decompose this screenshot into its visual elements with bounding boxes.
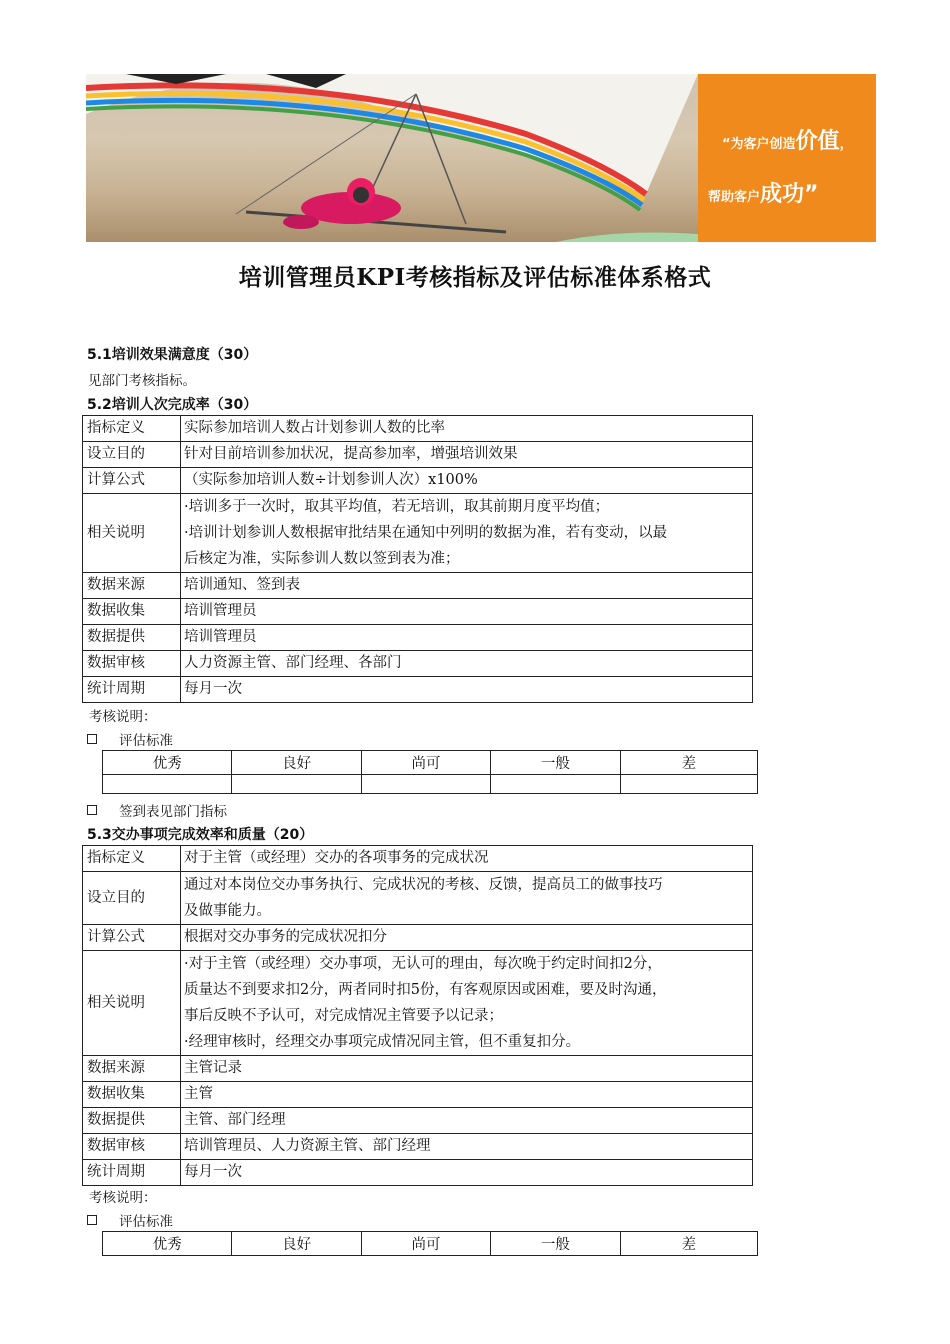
kpi-value-line: 每月一次 xyxy=(184,681,242,697)
eval-standard-line: 评估标准 xyxy=(87,1210,173,1230)
slogan-panel xyxy=(698,74,876,242)
grade-value-cell[interactable] xyxy=(620,775,757,794)
kpi-row xyxy=(83,1056,753,1082)
kpi-row-label: 数据来源 xyxy=(83,573,181,599)
grade-header-cell: 优秀 xyxy=(103,1232,232,1256)
kpi-table-5-2 xyxy=(82,415,753,703)
grade-header-cell: 差 xyxy=(620,1232,757,1256)
grade-header-cell: 尚可 xyxy=(361,1232,490,1256)
kpi-row xyxy=(83,925,753,951)
kpi-row-label: 数据收集 xyxy=(83,1082,181,1108)
kpi-value-line: 培训管理员 xyxy=(184,629,257,645)
grade-header-cell: 差 xyxy=(620,751,757,775)
kpi-row-label: 统计周期 xyxy=(83,677,181,703)
kpi-value-line: 人力资源主管、部门经理、各部门 xyxy=(184,655,402,671)
kpi-value-line: 针对目前培训参加状况，提高参加率，增强培训效果 xyxy=(184,446,518,462)
section-heading-5-3: 5.3交办事项完成效率和质量（20） xyxy=(87,827,314,843)
grade-header-row xyxy=(103,1232,758,1256)
grade-value-cell[interactable] xyxy=(103,775,232,794)
kpi-row-label: 数据来源 xyxy=(83,1056,181,1082)
grade-header-row xyxy=(103,751,758,775)
kpi-value-line: ·培训计划参训人数根据审批结果在通知中列明的数据为准，若有变动，以最 xyxy=(184,525,668,541)
kpi-row-label: 数据收集 xyxy=(83,599,181,625)
kpi-value-line: 对于主管（或经理）交办的各项事务的完成状况 xyxy=(184,850,489,866)
kpi-value-line: 根据对交办事务的完成状况扣分 xyxy=(184,929,387,945)
kpi-row-value xyxy=(181,872,753,925)
slogan-line-1: “为客户创造价值， xyxy=(722,129,853,154)
kpi-row xyxy=(83,951,753,1056)
kpi-row-value xyxy=(181,846,753,872)
kpi-row-value xyxy=(181,442,753,468)
kpi-row-label: 指标定义 xyxy=(83,416,181,442)
kpi-row-label: 相关说明 xyxy=(83,951,181,1056)
kpi-table-5-3 xyxy=(82,845,753,1186)
assessment-note: 考核说明： xyxy=(89,709,157,725)
kpi-value-line: 通过对本岗位交办事务执行、完成状况的考核、反馈，提高员工的做事技巧 xyxy=(184,877,663,893)
kpi-value-line: 培训管理员 xyxy=(184,603,257,619)
kpi-value-line: 培训管理员、人力资源主管、部门经理 xyxy=(184,1138,431,1154)
grade-header-cell: 良好 xyxy=(232,751,361,775)
kpi-row xyxy=(83,872,753,925)
kpi-row-value xyxy=(181,1082,753,1108)
kpi-row xyxy=(83,599,753,625)
slogan-line-2: 帮助客户成功” xyxy=(708,182,819,207)
kpi-value-line: 主管、部门经理 xyxy=(184,1112,286,1128)
eval-standard-line: 评估标准 xyxy=(87,729,173,749)
kpi-row-value xyxy=(181,1134,753,1160)
checkbox-icon[interactable] xyxy=(87,734,97,744)
kpi-row-value xyxy=(181,468,753,494)
kpi-row xyxy=(83,1160,753,1186)
kpi-row xyxy=(83,651,753,677)
kpi-row xyxy=(83,1108,753,1134)
kpi-value-line: 主管记录 xyxy=(184,1060,242,1076)
kpi-value-line: 培训通知、签到表 xyxy=(184,577,300,593)
kpi-row-value xyxy=(181,416,753,442)
checkbox-icon[interactable] xyxy=(87,805,97,815)
grade-header-cell: 尚可 xyxy=(361,751,490,775)
kpi-row xyxy=(83,846,753,872)
grade-table-5-3 xyxy=(102,1231,758,1256)
kpi-row-value xyxy=(181,1108,753,1134)
kpi-value-line: ·对于主管（或经理）交办事项，无认可的理由，每次晚于约定时间扣2分， xyxy=(184,956,662,972)
kpi-row-label: 数据审核 xyxy=(83,651,181,677)
grade-value-cell[interactable] xyxy=(361,775,490,794)
kpi-row-value xyxy=(181,573,753,599)
kpi-row-value xyxy=(181,1160,753,1186)
kpi-row-label: 数据审核 xyxy=(83,1134,181,1160)
section-heading-5-2: 5.2培训人次完成率（30） xyxy=(87,397,258,413)
kpi-row-value xyxy=(181,925,753,951)
kpi-value-line: ·培训多于一次时，取其平均值，若无培训，取其前期月度平均值； xyxy=(184,499,610,515)
kpi-row-value xyxy=(181,651,753,677)
grade-value-row xyxy=(103,775,758,794)
section-heading-5-1: 5.1培训效果满意度（30） xyxy=(87,347,258,363)
grade-header-cell: 优秀 xyxy=(103,751,232,775)
kpi-value-line: 及做事能力。 xyxy=(184,903,271,919)
kpi-row xyxy=(83,416,753,442)
kpi-row-value xyxy=(181,951,753,1056)
kpi-row-value xyxy=(181,677,753,703)
kpi-value-line: 实际参加培训人数占计划参训人数的比率 xyxy=(184,420,445,436)
kpi-value-line: 每月一次 xyxy=(184,1164,242,1180)
grade-header-cell: 一般 xyxy=(491,751,620,775)
grade-value-cell[interactable] xyxy=(491,775,620,794)
kpi-row-label: 数据提供 xyxy=(83,1108,181,1134)
kpi-row-value xyxy=(181,625,753,651)
kpi-row-value xyxy=(181,494,753,573)
kpi-row-value xyxy=(181,1056,753,1082)
kpi-value-line: 质量达不到要求扣2分，两者同时扣5份，有客观原因或困难，要及时沟通， xyxy=(184,982,667,998)
kpi-row-label: 计算公式 xyxy=(83,468,181,494)
header-banner xyxy=(86,74,876,242)
kpi-row xyxy=(83,1134,753,1160)
kpi-value-line: 后核定为准，实际参训人数以签到表为准； xyxy=(184,551,460,567)
kpi-row-label: 设立目的 xyxy=(83,442,181,468)
document-title: 培训管理员KPI考核指标及评估标准体系格式 xyxy=(238,264,712,291)
kpi-row-value xyxy=(181,599,753,625)
kpi-value-line: 主管 xyxy=(184,1086,213,1102)
assessment-note: 考核说明： xyxy=(89,1190,157,1206)
kpi-row xyxy=(83,677,753,703)
kpi-row-label: 相关说明 xyxy=(83,494,181,573)
kpi-row-label: 指标定义 xyxy=(83,846,181,872)
kpi-row-label: 设立目的 xyxy=(83,872,181,925)
kpi-value-line: ·经理审核时，经理交办事项完成情况同主管，但不重复扣分。 xyxy=(184,1034,581,1050)
hang-glider-photo xyxy=(86,74,698,242)
kpi-value-line: （实际参加培训人数÷计划参训人次）x100% xyxy=(184,472,478,488)
section-5-1-note: 见部门考核指标。 xyxy=(88,373,196,389)
signin-note-line: 签到表见部门指标 xyxy=(87,800,227,820)
kpi-row-label: 数据提供 xyxy=(83,625,181,651)
checkbox-icon[interactable] xyxy=(87,1215,97,1225)
kpi-row-label: 统计周期 xyxy=(83,1160,181,1186)
grade-value-cell[interactable] xyxy=(232,775,361,794)
kpi-row xyxy=(83,468,753,494)
grade-header-cell: 一般 xyxy=(491,1232,620,1256)
kpi-row xyxy=(83,442,753,468)
kpi-row xyxy=(83,494,753,573)
kpi-row xyxy=(83,573,753,599)
kpi-value-line: 事后反映不予认可，对完成情况主管要予以记录； xyxy=(184,1008,503,1024)
grade-table-5-2 xyxy=(102,750,758,794)
kpi-row-label: 计算公式 xyxy=(83,925,181,951)
grade-header-cell: 良好 xyxy=(232,1232,361,1256)
kpi-row xyxy=(83,625,753,651)
kpi-row xyxy=(83,1082,753,1108)
